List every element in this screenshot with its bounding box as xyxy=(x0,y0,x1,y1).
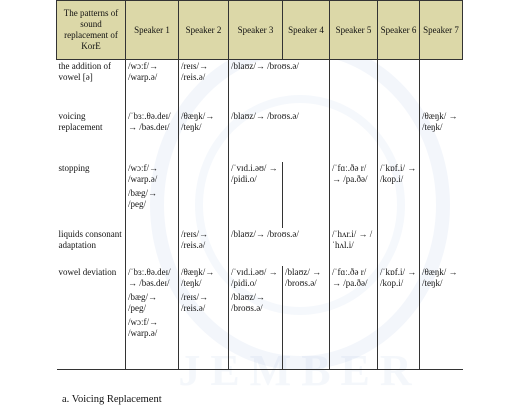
table-cell xyxy=(283,162,330,228)
table-cell: /ˈkɒf.i/ → /kop.i/ xyxy=(378,162,420,228)
cell-entry: /blaʊz/→ /broʊs.ə/ xyxy=(231,291,265,313)
table-cell: /ˈfɑː.ðə r/ → /pa.ðə/ xyxy=(330,266,378,370)
header-patterns: The patterns of sound replacement of KorE xyxy=(57,1,126,60)
table-cell: /θæŋk/ → /teŋk/ xyxy=(420,266,463,370)
table-cell: /blaʊz/ → /broʊs.ə/ xyxy=(283,266,330,370)
table-cell xyxy=(420,228,463,266)
sound-replacement-table xyxy=(56,0,463,370)
table-cell: /θæŋk/ → /teŋk/ xyxy=(420,110,463,162)
table-cell: /ˈhʌr.i/ → /ˈhʌl.i/ xyxy=(330,228,378,266)
table-header-row xyxy=(57,1,463,60)
table-row xyxy=(57,266,463,370)
table-cell xyxy=(420,60,463,110)
table-cell xyxy=(378,60,420,110)
row-label: vowel deviation xyxy=(57,266,126,370)
table-cell: /blaʊz/→ /broʊs.ə/ xyxy=(229,228,330,266)
header-speaker-2: Speaker 2 xyxy=(179,1,229,60)
table-cell xyxy=(330,60,378,110)
row-label: the addition of vowel [ə] xyxy=(58,61,111,82)
row-label: voicing replacement xyxy=(58,110,103,132)
table-cell xyxy=(179,266,229,370)
table-cell xyxy=(330,110,378,162)
header-speaker-7: Speaker 7 xyxy=(420,1,463,60)
cell-entry: /bæg/→ /peg/ xyxy=(128,187,158,209)
table-cell: /wɔːf/→ /warp.ə/ xyxy=(126,60,179,110)
table-row xyxy=(57,60,463,110)
header-speaker-4: Speaker 4 xyxy=(283,1,330,60)
header-speaker-3: Speaker 3 xyxy=(229,1,283,60)
table-cell: /ˈkɒf.i/ → /kop.i/ xyxy=(378,266,420,370)
table-cell xyxy=(229,266,283,370)
table-cell xyxy=(378,110,420,162)
table-row xyxy=(57,228,463,266)
table-cell: /ˈfɑː.ðə r/ → /pa.ðə/ xyxy=(330,162,378,228)
cell-entry: /bæg/→ /peg/ xyxy=(128,291,158,313)
table-cell: /blaʊz/→ /broʊs.ə/ xyxy=(229,110,330,162)
table-cell: /reɪs/→ /reis.ə/ xyxy=(179,228,229,266)
cell-entry: /θæŋk/→ /teŋk/ xyxy=(181,266,215,288)
table-row xyxy=(57,110,463,162)
table-cell xyxy=(378,228,420,266)
cell-entry: /ˈvɪd.i.əʊ/ → /pidi.o/ xyxy=(231,266,278,288)
table-cell: /ˈvɪd.i.əʊ/ → /pidi.o/ xyxy=(229,162,283,228)
table-cell xyxy=(179,162,229,228)
row-label: liquids consonant adaptation xyxy=(58,228,122,250)
cell-entry: /ˈbɜː.θə.deɪ/ → /bəs.deɪ/ xyxy=(128,266,171,288)
table-cell: /reɪs/→ /reis.ə/ xyxy=(179,60,229,110)
table-cell: /ˈbɜː.θə.deɪ/ → /bəs.deɪ/ xyxy=(126,110,179,162)
watermark-text: JEMBER xyxy=(178,346,422,395)
table-cell xyxy=(126,228,179,266)
cell-entry: /wɔːf/→ /warp.ə/ xyxy=(128,316,158,338)
table-cell xyxy=(126,266,179,370)
header-speaker-1: Speaker 1 xyxy=(126,1,179,60)
table-cell xyxy=(420,162,463,228)
section-caption: a. Voicing Replacement xyxy=(62,394,162,405)
header-speaker-5: Speaker 5 xyxy=(330,1,378,60)
header-speaker-6: Speaker 6 xyxy=(378,1,420,60)
table-cell: /θæŋk/→ /teŋk/ xyxy=(179,110,229,162)
table-cell: /blaʊz/→ /broʊs.ə/ xyxy=(229,60,330,110)
table-cell xyxy=(126,162,179,228)
cell-entry: /wɔːf/→ /warp.ə/ xyxy=(128,162,158,184)
cell-entry: /reɪs/→ /reis.ə/ xyxy=(181,291,208,313)
table-row xyxy=(57,162,463,228)
row-label: stopping xyxy=(58,162,90,173)
